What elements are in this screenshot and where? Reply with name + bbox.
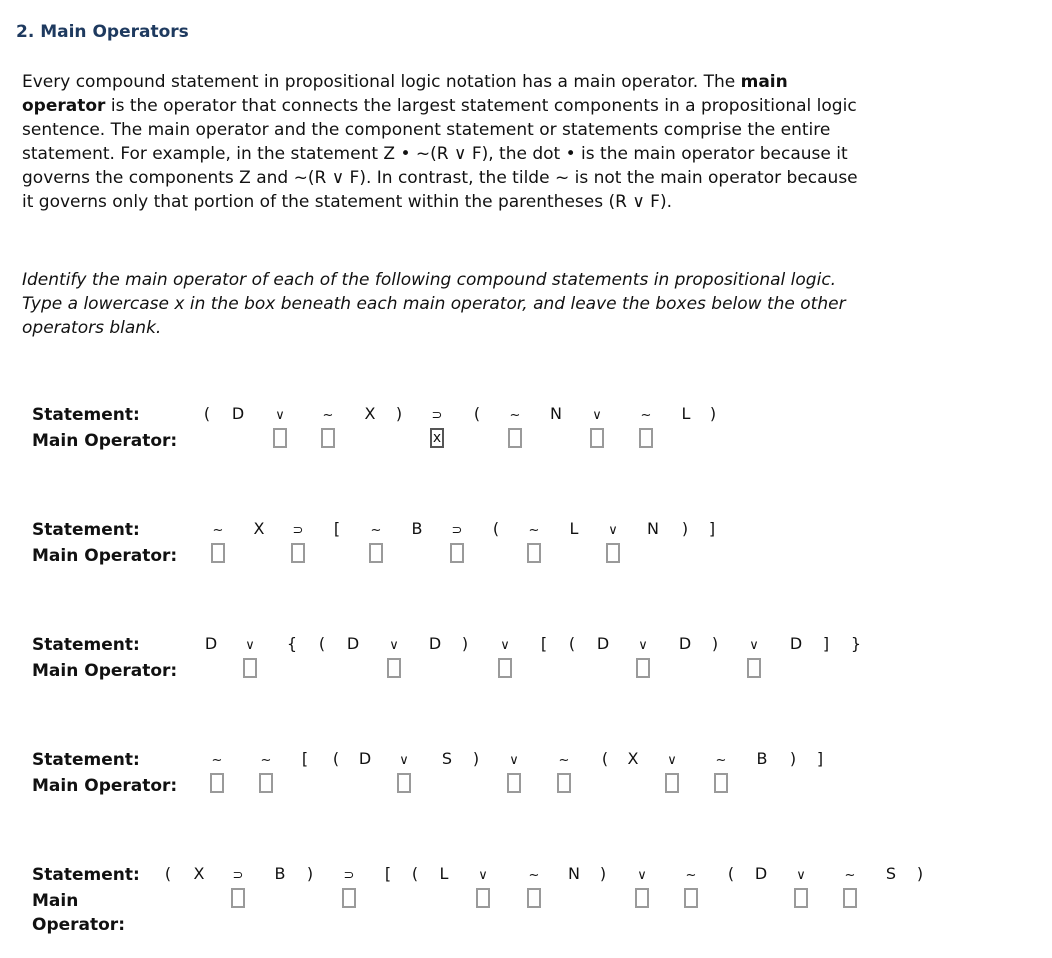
main-operator-answer-box[interactable] [498, 658, 512, 678]
bracket-symbol: ) [681, 519, 689, 538]
wedge-symbol: ∨ [637, 868, 647, 883]
variable-symbol: L [439, 864, 449, 883]
bracket-symbol: ) [916, 864, 924, 883]
variable-symbol: L [569, 519, 579, 538]
main-operator-answer-box[interactable] [684, 888, 698, 908]
main-operator-answer-box[interactable] [397, 773, 411, 793]
tilde-symbol: ~ [370, 523, 382, 538]
main-operator-answer-box[interactable] [450, 543, 464, 563]
tilde-symbol: ~ [844, 868, 856, 883]
bracket-symbol: ) [789, 749, 797, 768]
intro-line [22, 70, 858, 94]
bracket-symbol: [ [301, 749, 309, 768]
main-operator-answer-box[interactable] [273, 428, 287, 448]
main-operator-answer-box[interactable] [476, 888, 490, 908]
intro-text: statement. For example, in the statement Z • ~(R ∨ F), the dot • is the main operator because it [22, 144, 848, 164]
variable-symbol: D [204, 634, 218, 653]
intro-bold-term: main [740, 72, 788, 92]
tilde-symbol: ~ [212, 523, 224, 538]
bracket-symbol: ( [164, 864, 172, 883]
variable-symbol: X [253, 519, 265, 538]
main-operator-answer-box[interactable] [527, 543, 541, 563]
statement-label: Statement: [32, 405, 140, 425]
variable-symbol: X [364, 404, 376, 423]
variable-symbol: D [346, 634, 360, 653]
bracket-symbol: ( [318, 634, 326, 653]
tilde-symbol: ~ [640, 408, 652, 423]
variable-symbol: S [885, 864, 897, 883]
main-operator-answer-box[interactable] [291, 543, 305, 563]
wedge-symbol: ∨ [500, 638, 510, 653]
main-operator-answer-box[interactable] [430, 428, 444, 448]
horseshoe-symbol: ⊃ [343, 868, 355, 883]
instruction-line: Identify the main operator of each of the following compound statements in propositional logic. [22, 270, 837, 290]
horseshoe-symbol: ⊃ [292, 523, 304, 538]
main-operator-answer-box[interactable] [665, 773, 679, 793]
wedge-symbol: ∨ [638, 638, 648, 653]
wedge-symbol: ∨ [749, 638, 759, 653]
wedge-symbol: ∨ [592, 408, 602, 423]
bracket-symbol: ) [709, 404, 717, 423]
wedge-symbol: ∨ [796, 868, 806, 883]
main-operator-label-cont: Operator: [32, 915, 125, 935]
tilde-symbol: ~ [528, 523, 540, 538]
main-operator-answer-box[interactable] [635, 888, 649, 908]
variable-symbol: D [596, 634, 610, 653]
intro-line [22, 142, 858, 166]
wedge-symbol: ∨ [389, 638, 399, 653]
main-operator-answer-box[interactable] [321, 428, 335, 448]
variable-symbol: X [627, 749, 639, 768]
main-operator-answer-box[interactable] [243, 658, 257, 678]
wedge-symbol: ∨ [478, 868, 488, 883]
variable-symbol: D [789, 634, 803, 653]
main-operator-answer-box[interactable] [794, 888, 808, 908]
main-operator-answer-box[interactable] [606, 543, 620, 563]
intro-paragraph [22, 70, 858, 214]
variable-symbol: D [231, 404, 245, 423]
bracket-symbol: ) [472, 749, 480, 768]
variable-symbol: D [754, 864, 768, 883]
main-operator-answer-box[interactable] [714, 773, 728, 793]
main-operator-answer-box[interactable] [259, 773, 273, 793]
intro-bold-term: operator [22, 96, 106, 116]
intro-text: it governs only that portion of the statement within the parentheses (R ∨ F). [22, 192, 673, 212]
tilde-symbol: ~ [715, 753, 727, 768]
bracket-symbol: { [286, 634, 298, 653]
bracket-symbol: ) [599, 864, 607, 883]
intro-line [22, 94, 858, 118]
tilde-symbol: ~ [509, 408, 521, 423]
horseshoe-symbol: ⊃ [232, 868, 244, 883]
variable-symbol: N [568, 864, 580, 883]
intro-text: governs the components Z and ~(R ∨ F). In contrast, the tilde ~ is not the main operator because [22, 168, 858, 188]
variable-symbol: D [428, 634, 442, 653]
variable-symbol: N [550, 404, 562, 423]
bracket-symbol: ] [708, 519, 716, 538]
main-operator-answer-box[interactable] [342, 888, 356, 908]
instruction-line: Type a lowercase x in the box beneath each main operator, and leave the boxes below the other [22, 294, 846, 314]
variable-symbol: D [358, 749, 372, 768]
main-operator-answer-box[interactable] [508, 428, 522, 448]
wedge-symbol: ∨ [399, 753, 409, 768]
statement-label: Statement: [32, 520, 140, 540]
instruction-line: operators blank. [22, 318, 162, 338]
main-operator-answer-box[interactable] [636, 658, 650, 678]
tilde-symbol: ~ [528, 868, 540, 883]
main-operator-label: Main Operator: [32, 546, 178, 566]
tilde-symbol: ~ [558, 753, 570, 768]
main-operator-answer-box[interactable] [231, 888, 245, 908]
wedge-symbol: ∨ [245, 638, 255, 653]
wedge-symbol: ∨ [608, 523, 618, 538]
bracket-symbol: ) [711, 634, 719, 653]
tilde-symbol: ~ [211, 753, 223, 768]
statement-label: Statement: [32, 750, 140, 770]
main-operator-answer-box[interactable] [369, 543, 383, 563]
bracket-symbol: ] [816, 749, 824, 768]
variable-symbol: S [441, 749, 453, 768]
variable-symbol: B [274, 864, 286, 883]
bracket-symbol: ) [461, 634, 469, 653]
bracket-symbol: [ [333, 519, 341, 538]
main-operator-answer-box[interactable] [590, 428, 604, 448]
intro-text: Every compound statement in propositional logic notation has a main operator. The [22, 72, 741, 92]
intro-line [22, 166, 858, 190]
instructions-paragraph [22, 268, 846, 340]
variable-symbol: L [681, 404, 691, 423]
bracket-symbol: ( [601, 749, 609, 768]
variable-symbol: X [193, 864, 205, 883]
bracket-symbol: ( [727, 864, 735, 883]
bracket-symbol: ( [411, 864, 419, 883]
bracket-symbol: [ [540, 634, 548, 653]
bracket-symbol: [ [384, 864, 392, 883]
main-operator-answer-box[interactable] [387, 658, 401, 678]
wedge-symbol: ∨ [509, 753, 519, 768]
tilde-symbol: ~ [322, 408, 334, 423]
wedge-symbol: ∨ [667, 753, 677, 768]
main-operator-answer-box[interactable] [747, 658, 761, 678]
variable-symbol: N [647, 519, 659, 538]
horseshoe-symbol: ⊃ [451, 523, 463, 538]
bracket-symbol: ) [395, 404, 403, 423]
main-operator-answer-box[interactable] [557, 773, 571, 793]
intro-line [22, 190, 858, 214]
bracket-symbol: ( [203, 404, 211, 423]
main-operator-answer-box[interactable] [211, 543, 225, 563]
main-operator-answer-box[interactable] [527, 888, 541, 908]
bracket-symbol: ( [568, 634, 576, 653]
main-operator-answer-box[interactable] [843, 888, 857, 908]
statement-label: Statement: [32, 865, 140, 885]
main-operator-label: Main Operator: [32, 776, 178, 796]
main-operator-answer-box[interactable] [210, 773, 224, 793]
intro-text: sentence. The main operator and the component statement or statements comprise the entire [22, 120, 831, 140]
tilde-symbol: ~ [685, 868, 697, 883]
intro-line [22, 118, 858, 142]
bracket-symbol: } [850, 634, 862, 653]
bracket-symbol: ] [822, 634, 830, 653]
bracket-symbol: ( [492, 519, 500, 538]
wedge-symbol: ∨ [275, 408, 285, 423]
main-operator-answer-box[interactable] [639, 428, 653, 448]
main-operator-answer-box[interactable] [507, 773, 521, 793]
variable-symbol: B [756, 749, 768, 768]
bracket-symbol: ( [473, 404, 481, 423]
main-operator-label: Main Operator: [32, 431, 178, 451]
variable-symbol: D [678, 634, 692, 653]
main-operator-label: Main Operator: [32, 661, 178, 681]
variable-symbol: B [411, 519, 423, 538]
statement-label: Statement: [32, 635, 140, 655]
main-operator-label: Main [32, 891, 79, 911]
bracket-symbol: ( [332, 749, 340, 768]
tilde-symbol: ~ [260, 753, 272, 768]
section-title: 2. Main Operators [16, 22, 189, 42]
intro-text: is the operator that connects the largest statement components in a propositional logic [105, 96, 857, 116]
bracket-symbol: ) [306, 864, 314, 883]
horseshoe-symbol: ⊃ [431, 408, 443, 423]
